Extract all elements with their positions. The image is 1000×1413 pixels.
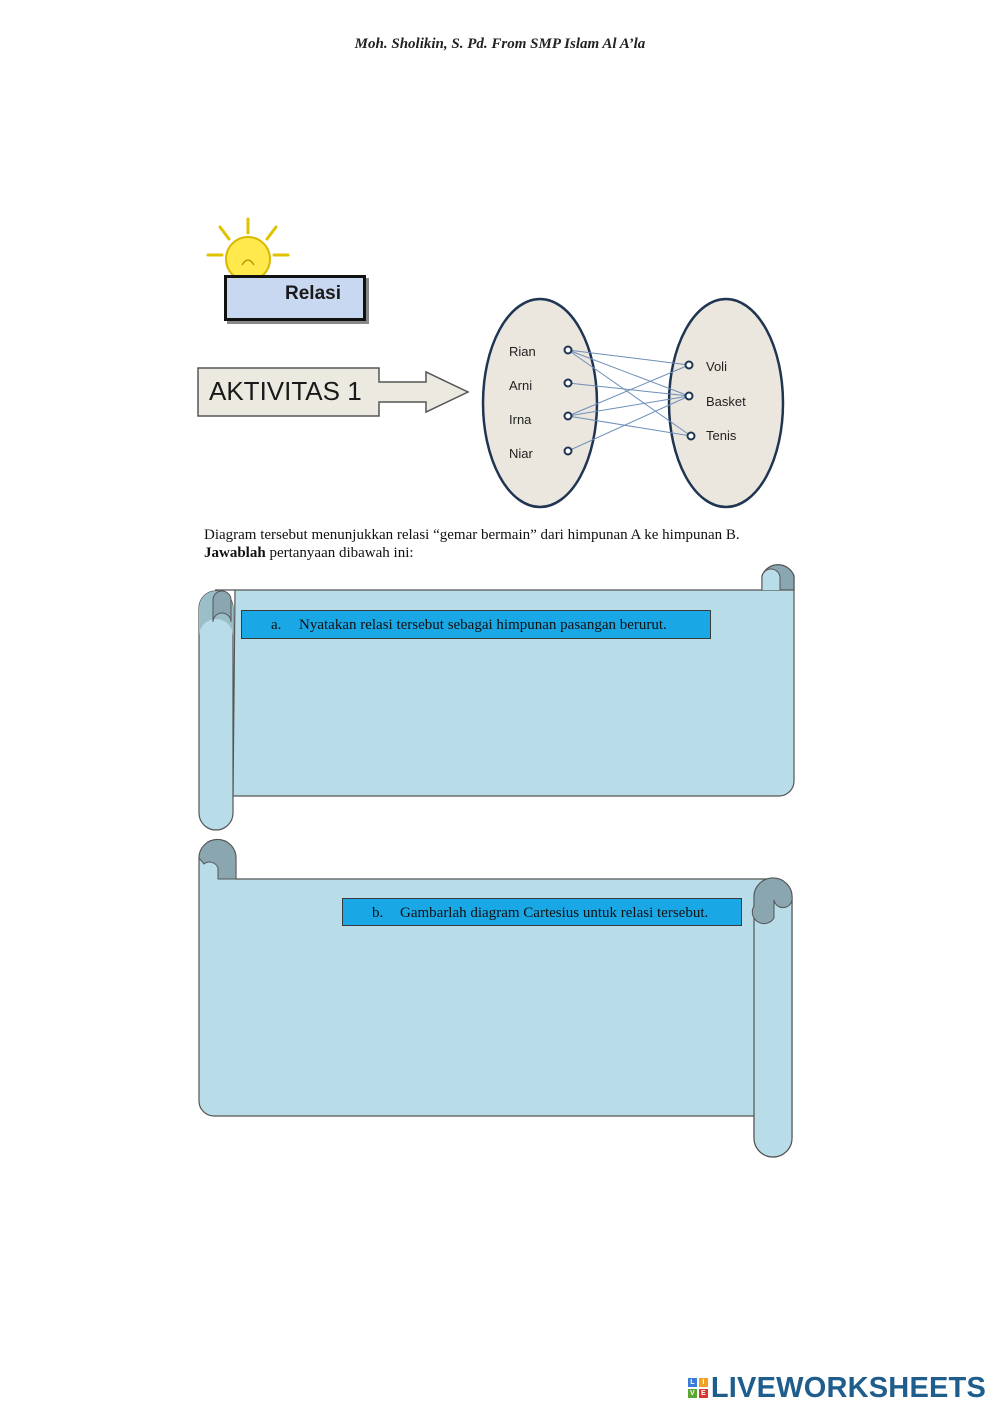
set-a-item: Rian	[509, 344, 536, 359]
question-a-letter: a.	[271, 617, 282, 633]
intro-line-1: Diagram tersebut menunjukkan relasi “gemar bermain” dari himpunan A ke himpunan B.	[204, 527, 740, 543]
liveworksheets-brand	[688, 1370, 986, 1406]
set-a-item: Niar	[509, 446, 533, 461]
set-b-item: Voli	[706, 359, 727, 374]
liveworksheets-logo-icon: L I V E	[688, 1378, 708, 1398]
aktivitas-label: AKTIVITAS 1	[209, 376, 362, 406]
question-b-letter: b.	[372, 905, 384, 921]
liveworksheets-wordmark: LIVEWORKSHEETS	[710, 1371, 986, 1404]
question-b-text: Gambarlah diagram Cartesius untuk relasi tersebut.	[400, 905, 709, 921]
intro-line-2-rest: pertanyaan dibawah ini:	[265, 545, 414, 561]
answer-scroll-a	[196, 556, 796, 836]
set-a-item: Arni	[509, 378, 533, 393]
question-a-text: Nyatakan relasi tersebut sebagai himpunan pasangan berurut.	[299, 617, 667, 633]
relasi-badge-title: Relasi	[285, 283, 341, 304]
set-a-item: Irna	[509, 412, 532, 427]
intro-bold-word: Jawablah	[204, 545, 266, 561]
answer-scroll-b	[196, 838, 796, 1162]
set-b-item: Tenis	[706, 428, 737, 443]
question-a-box	[241, 610, 711, 639]
page-header-author: Moh. Sholikin, S. Pd. From SMP Islam Al A’la	[354, 36, 646, 52]
question-b-box	[342, 898, 742, 926]
set-b-item: Basket	[706, 394, 746, 409]
